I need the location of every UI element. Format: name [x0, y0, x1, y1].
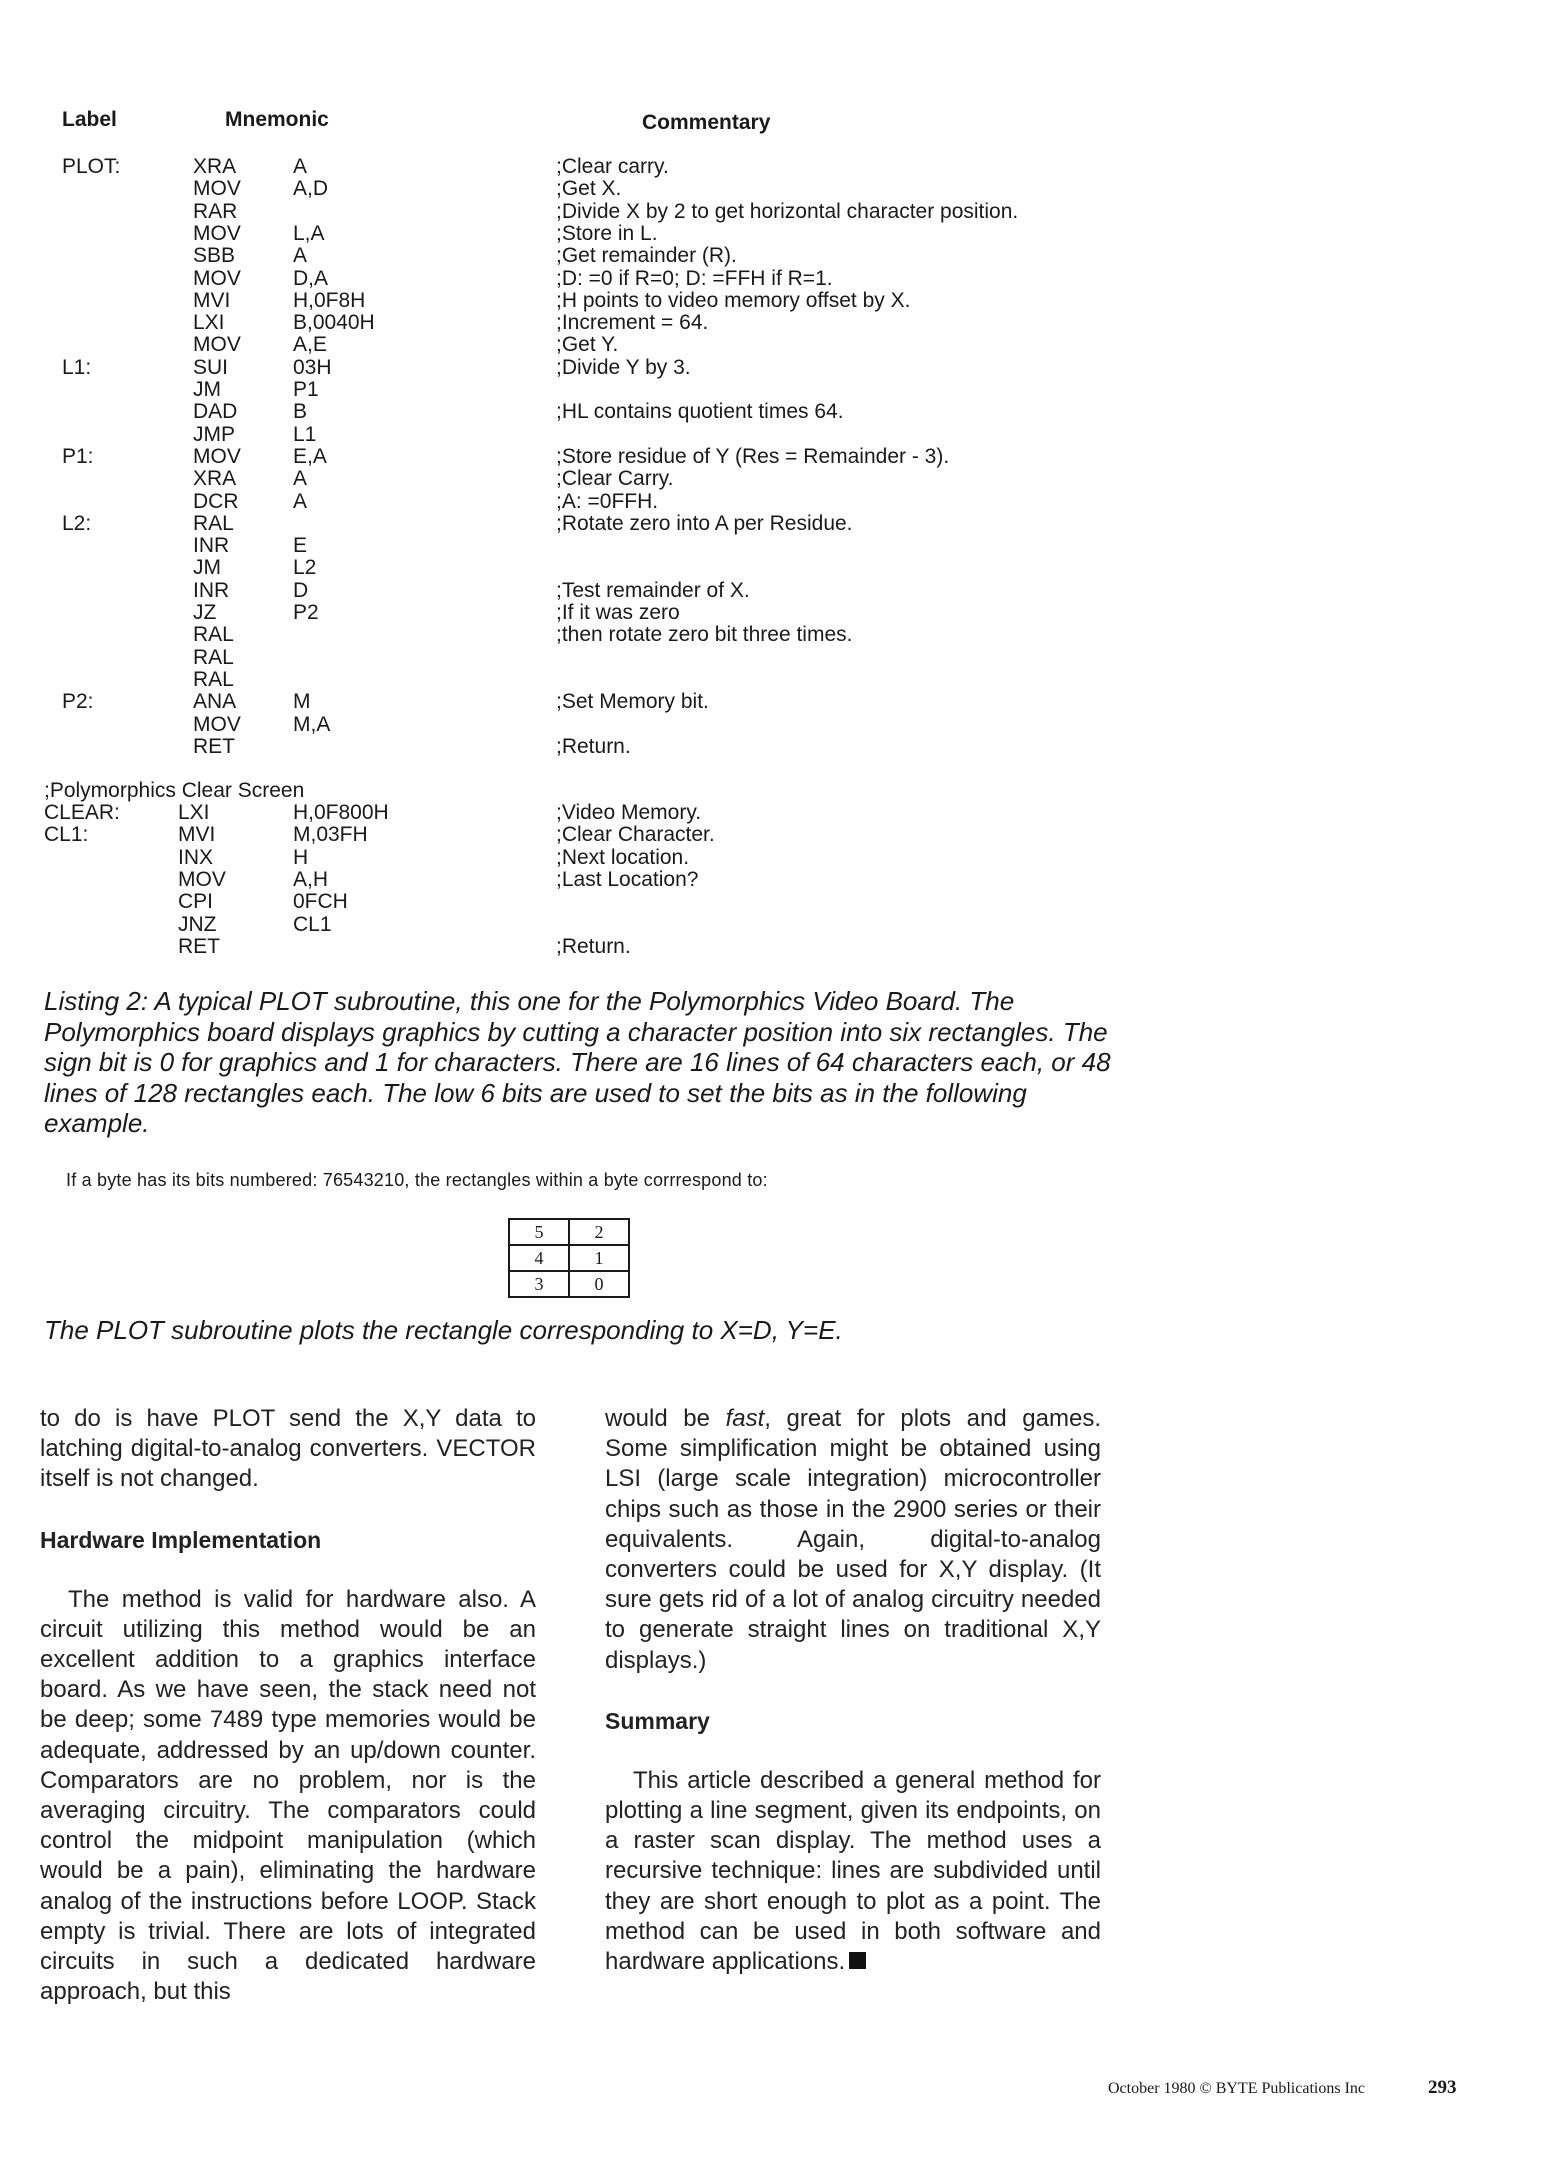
listing-label: P1:: [62, 444, 94, 468]
listing-mnemonic: RAL: [193, 645, 234, 669]
right-column: [605, 1404, 1101, 1977]
listing-operand: A: [293, 489, 308, 513]
listing-mnemonic: MVI: [193, 288, 231, 312]
listing-comment: ;Get X.: [556, 177, 622, 201]
listing-row: [0, 624, 1547, 646]
listing-operand: 03H: [293, 355, 332, 379]
listing-operand: L1: [293, 422, 317, 446]
listing-row: [0, 156, 1547, 178]
listing-row: [0, 312, 1547, 334]
bits-cell: 3: [509, 1271, 569, 1297]
listing-row: [0, 401, 1547, 423]
listing-comment: ;Rotate zero into A per Residue.: [556, 511, 853, 535]
paragraph: [605, 1766, 1101, 1977]
listing-operand: L2: [293, 556, 317, 580]
listing-row: [0, 178, 1547, 200]
listing-mnemonic: ANA: [193, 690, 237, 714]
listing-label: P2:: [62, 690, 94, 714]
section-heading-summary: Summary: [605, 1707, 710, 1734]
listing-operand: M: [293, 690, 311, 714]
paragraph: The method is valid for hardware also. A circuit utilizing this method would be an excellent addition to a graphics interface board. As we have seen, the stack need not be deep; some 7489 type memories would be adequate, addressed by an up/down counter. Comparators are no problem, nor is the averaging circuitry. The comparators could control the midpoint manipulation (which would be a pain), eliminating the hardware analog of the instructions before LOOP. Stack empty is trivial. There are lots of integrated circuits in such a dedicated hardware approach, but this: [40, 1585, 536, 2006]
listing-comment: ;A: =0FFH.: [556, 489, 659, 513]
listing-row: [0, 891, 1547, 913]
listing-mnemonic: DAD: [193, 400, 238, 424]
listing-comment: ;Get remainder (R).: [556, 244, 737, 268]
listing-mnemonic: INR: [193, 578, 230, 602]
listing-comment: ;Clear carry.: [556, 155, 669, 178]
listing-mnemonic: JZ: [193, 601, 217, 624]
listing-mnemonic: LXI: [178, 801, 210, 824]
listing-mnemonic: RAL: [193, 667, 234, 691]
listing-comment: ;Set Memory bit.: [556, 690, 709, 714]
listing-operand: H: [293, 845, 309, 869]
listing-operand: L,A: [293, 221, 325, 245]
end-mark-icon: [849, 1952, 866, 1969]
listing-operand: H,0F8H: [293, 288, 366, 312]
listing-comment: ;If it was zero: [556, 601, 680, 624]
listing-operand: A: [293, 155, 308, 178]
listing-mnemonic: SUI: [193, 355, 229, 379]
listing-mnemonic: MOV: [193, 333, 241, 357]
listing-label: CL1:: [44, 823, 89, 847]
listing-row: [0, 580, 1547, 602]
listing-comment: ;Divide X by 2 to get horizontal character position.: [556, 199, 1019, 223]
listing-row: [0, 535, 1547, 557]
header-label: Label: [62, 108, 117, 131]
listing-mnemonic: MOV: [193, 712, 241, 736]
bits-row: [509, 1219, 629, 1245]
listing-comment: ;Divide Y by 3.: [556, 355, 691, 379]
listing-comment: ;Next location.: [556, 845, 690, 869]
text-run: This article described a general method for plotting a line segment, given its endpoints, on a raster scan display. The method uses a recursive technique: lines are subdivided until they are short enough to plot as a point. The method can be used in both software and hardware applications.: [605, 1766, 1101, 1976]
bits-row: [509, 1271, 629, 1297]
listing-row: [0, 914, 1547, 936]
listing-row: [0, 379, 1547, 401]
listing-label: CLEAR:: [44, 801, 120, 824]
bits-cell: 5: [509, 1219, 569, 1245]
listing-comment: ;Store residue of Y (Res = Remainder - 3).: [556, 444, 950, 468]
listing-mnemonic: RET: [178, 934, 220, 958]
listing-row: [0, 691, 1547, 713]
header-commentary: Commentary: [642, 111, 771, 134]
bits-cell: 0: [569, 1271, 629, 1297]
listing-mnemonic: CPI: [178, 890, 214, 914]
listing-operand: 0FCH: [293, 890, 348, 914]
listing-operand: B: [293, 400, 308, 424]
listing-mnemonic: MOV: [193, 444, 241, 468]
listing-mnemonic: JM: [193, 378, 221, 401]
listing-row: [0, 223, 1547, 245]
listing-row: [0, 357, 1547, 379]
listing-mnemonic: RET: [193, 734, 235, 758]
left-column: [40, 1404, 536, 2007]
paragraph: [605, 1404, 1101, 1676]
bits-table: [508, 1218, 630, 1298]
listing-operand: H,0F800H: [293, 801, 389, 824]
listing-row: [0, 936, 1547, 958]
listing-label: PLOT:: [62, 155, 121, 178]
page-number: 293: [1428, 2077, 1457, 2098]
header-mnemonic: Mnemonic: [225, 108, 329, 131]
listing-mnemonic: JMP: [193, 422, 235, 446]
listing-label: L2:: [62, 511, 92, 535]
listing-row: [0, 424, 1547, 446]
listing-row: [0, 468, 1547, 490]
listing-mnemonic: JNZ: [178, 912, 217, 936]
listing-row: [0, 334, 1547, 356]
listing-operand: M,03FH: [293, 823, 368, 847]
listing-operand: A: [293, 244, 308, 268]
listing-mnemonic: RAL: [193, 623, 234, 647]
listing-row: [0, 736, 1547, 758]
listing-row: [0, 669, 1547, 691]
listing-operand: M,A: [293, 712, 331, 736]
listing-row: [0, 802, 1547, 824]
listing-operand: CL1: [293, 912, 332, 936]
listing-mnemonic: RAR: [193, 199, 238, 223]
listing-operand: E: [293, 534, 308, 558]
bits-cell: 1: [569, 1245, 629, 1271]
listing-mnemonic: DCR: [193, 489, 239, 513]
listing-row: [0, 491, 1547, 513]
listing-comment: ;then rotate zero bit three times.: [556, 623, 853, 647]
listing-comment: ;Test remainder of X.: [556, 578, 750, 602]
listing-mnemonic: JM: [193, 556, 221, 580]
listing-row: [0, 602, 1547, 624]
listing-row: [0, 647, 1547, 669]
listing-row: [0, 290, 1547, 312]
listing-comment: ;Get Y.: [556, 333, 619, 357]
listing-comment: ;H points to video memory offset by X.: [556, 288, 911, 312]
section-heading-hardware: Hardware Implementation: [40, 1526, 322, 1553]
listing-operand: B,0040H: [293, 311, 375, 335]
listing-row: [0, 245, 1547, 267]
emphasis: fast: [725, 1405, 765, 1432]
listing-row: [0, 869, 1547, 891]
text-run: , great for plots and games. Some simplification might be obtained using LSI (large scale integration) microcontroller chips such as those in the 2900 series or their equivalents. Again, digital-to-analog converters could be used for X,Y display. (It sure gets rid of a lot of analog circuitry needed to generate straight lines on traditional X,Y displays.): [605, 1405, 1101, 1674]
clear-screen-title-row: [0, 780, 1547, 802]
plot-sentence: The PLOT subroutine plots the rectangle corresponding to X=D, Y=E.: [44, 1315, 843, 1345]
paragraph: to do is have PLOT send the X,Y data to latching digital-to-analog converters. VECTOR itself is not changed.: [40, 1405, 536, 1493]
listing-mnemonic: RAL: [193, 511, 234, 535]
bits-sentence: If a byte has its bits numbered: 76543210, the rectangles within a byte corrrespond to:: [66, 1170, 768, 1190]
listing-row: [0, 714, 1547, 736]
listing-operand: D: [293, 578, 309, 602]
listing-operand: A,E: [293, 333, 327, 357]
listing-mnemonic: XRA: [193, 467, 237, 491]
listing-comment: ;Return.: [556, 734, 631, 758]
listing-mnemonic: MOV: [178, 867, 226, 891]
listing-operand: A: [293, 467, 308, 491]
listing-comment: ;Increment = 64.: [556, 311, 709, 335]
listing-row: [0, 847, 1547, 869]
listing-label: L1:: [62, 355, 92, 379]
bits-row: [509, 1245, 629, 1271]
listing-operand: P2: [293, 601, 319, 624]
listing-comment: ;Clear Character.: [556, 823, 715, 847]
listing-operand: A,H: [293, 867, 329, 891]
listing-operand: P1: [293, 378, 319, 401]
listing-comment: ;Return.: [556, 934, 631, 958]
listing-mnemonic: MOV: [193, 177, 241, 201]
listing-operand: E,A: [293, 444, 327, 468]
listing-row: [0, 268, 1547, 290]
footer-text: October 1980 © BYTE Publications Inc: [1108, 2080, 1365, 2097]
bits-cell: 4: [509, 1245, 569, 1271]
listing-row: [0, 557, 1547, 579]
listing-mnemonic: MVI: [178, 823, 216, 847]
listing-comment: ;HL contains quotient times 64.: [556, 400, 844, 424]
listing-row: [0, 446, 1547, 468]
listing-mnemonic: LXI: [193, 311, 225, 335]
text-run: would be: [605, 1405, 726, 1432]
listing-comment: ;Video Memory.: [556, 801, 702, 824]
listing-row: [0, 513, 1547, 535]
listing-row: [0, 201, 1547, 223]
listing-operand: A,D: [293, 177, 329, 201]
listing-comment: ;D: =0 if R=0; D: =FFH if R=1.: [556, 266, 833, 290]
listing-mnemonic: INX: [178, 845, 214, 869]
listing-mnemonic: INR: [193, 534, 230, 558]
listing-mnemonic: MOV: [193, 221, 241, 245]
listing-comment: ;Last Location?: [556, 867, 699, 891]
listing-mnemonic: XRA: [193, 155, 237, 178]
listing-operand: D,A: [293, 266, 329, 290]
listing-row: [0, 824, 1547, 846]
bits-cell: 2: [569, 1219, 629, 1245]
listing-caption: Listing 2: A typical PLOT subroutine, this one for the Polymorphics Video Board. The Polymorphics board displays graphics by cutting a character position into six rectangles. The sign bit is 0 for graphics and 1 for characters. There are 16 lines of 64 characters each, or 48 lines of 128 rectangles each. The low 6 bits are used to set the bits as in the following example.: [44, 986, 1111, 1138]
clear-screen-title: ;Polymorphics Clear Screen: [44, 779, 305, 802]
listing-comment: ;Clear Carry.: [556, 467, 674, 491]
listing-mnemonic: SBB: [193, 244, 236, 268]
listing-mnemonic: MOV: [193, 266, 241, 290]
listing-comment: ;Store in L.: [556, 221, 658, 245]
